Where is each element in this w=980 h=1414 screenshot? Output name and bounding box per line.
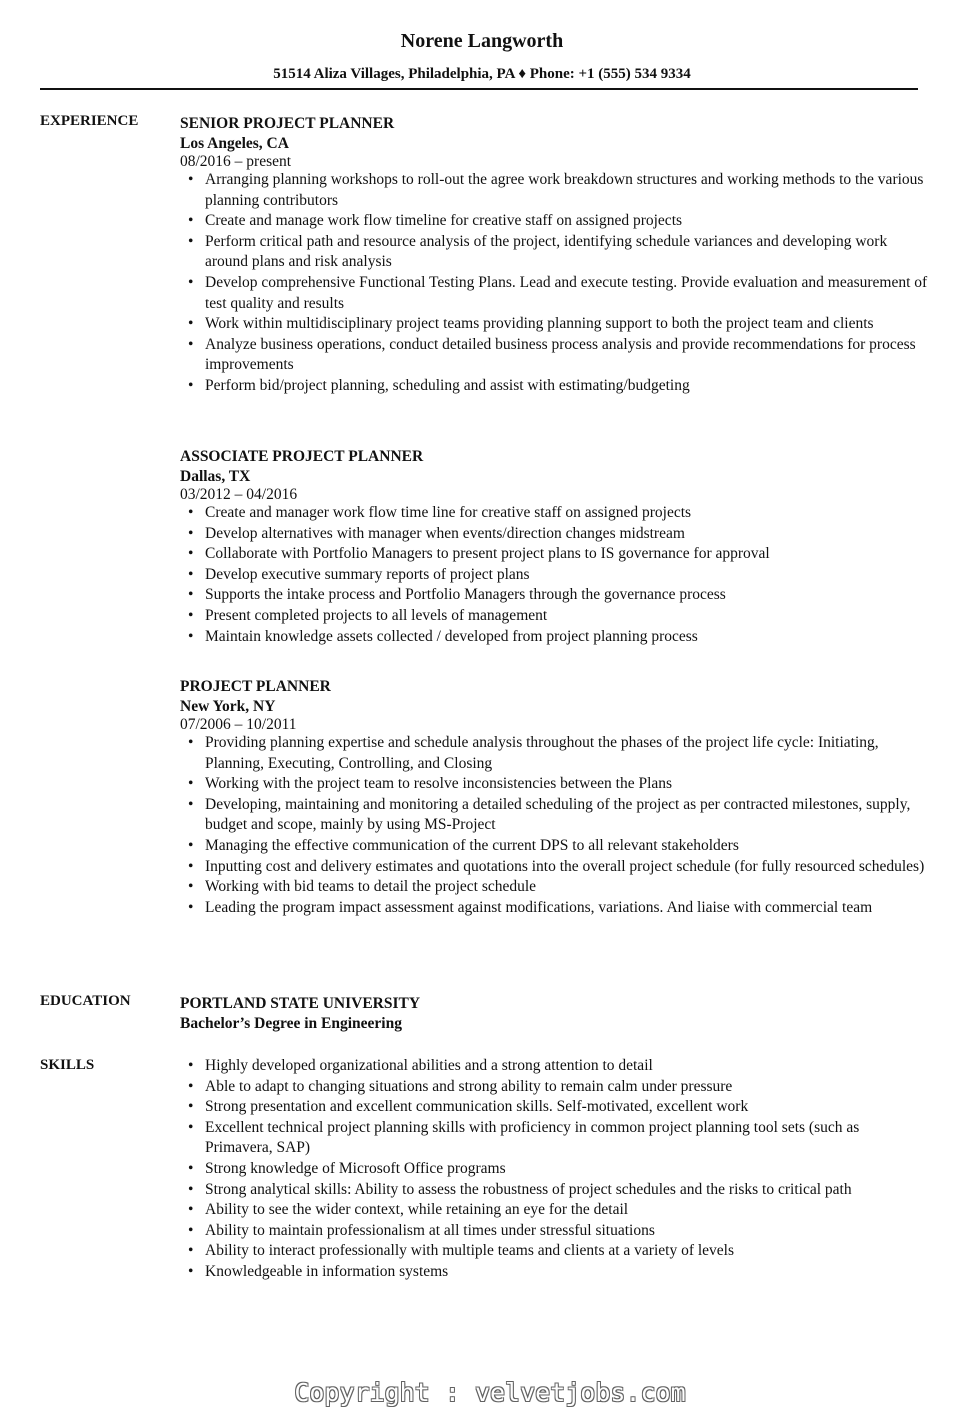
list-item: • Strong presentation and excellent communication skills. Self-motivated, excellent work <box>205 1097 928 1118</box>
list-item: • Managing the effective communication of the current DPS to all relevant stakeholders <box>205 836 928 857</box>
list-item: • Providing planning expertise and schedule analysis throughout the phases of the project life cycle: Initiating, Planning, Executing, Controlling, and Closing <box>205 733 928 774</box>
skills-list <box>180 1056 928 1283</box>
job-bullets <box>180 503 928 647</box>
list-item: • Excellent technical project planning skills with proficiency in common project planning tool sets (such as Primavera, SAP) <box>205 1118 928 1159</box>
job-location: New York, NY <box>180 698 276 715</box>
list-item: • Ability to see the wider context, while retaining an eye for the detail <box>205 1200 928 1221</box>
list-item: • Work within multidisciplinary project teams providing planning support to both the project team and clients <box>205 314 928 335</box>
job-bullets <box>180 170 928 397</box>
job-entry-planner <box>180 676 928 918</box>
list-item: • Develop alternatives with manager when events/direction changes midstream <box>205 524 928 545</box>
section-label-experience: EXPERIENCE <box>40 113 139 129</box>
list-item: • Inputting cost and delivery estimates and quotations into the overall project schedule (for fully resourced schedules) <box>205 857 928 878</box>
job-dates: 03/2012 – 04/2016 <box>180 486 298 503</box>
list-item: • Able to adapt to changing situations and strong ability to remain calm under pressure <box>205 1077 928 1098</box>
list-item: • Maintain knowledge assets collected / developed from project planning process <box>205 627 928 648</box>
header-divider <box>40 88 918 90</box>
list-item: • Analyze business operations, conduct detailed business process analysis and provide recommendations for process improvements <box>205 335 928 376</box>
job-location: Los Angeles, CA <box>180 135 289 152</box>
contact-line: 51514 Aliza Villages, Philadelphia, PA ♦ Phone: +1 (555) 534 9334 <box>273 66 691 82</box>
education-entry <box>180 993 928 1033</box>
list-item: • Knowledgeable in information systems <box>205 1262 928 1283</box>
list-item: • Highly developed organizational abilities and a strong attention to detail <box>205 1056 928 1077</box>
list-item: • Perform bid/project planning, scheduling and assist with estimating/budgeting <box>205 376 928 397</box>
list-item: • Develop comprehensive Functional Testing Plans. Lead and execute testing. Provide evaluation and measurement of test quality and results <box>205 273 928 314</box>
job-location: Dallas, TX <box>180 468 251 485</box>
list-item: • Supports the intake process and Portfolio Managers through the governance process <box>205 585 928 606</box>
job-dates: 08/2016 – present <box>180 153 292 170</box>
degree: Bachelor’s Degree in Engineering <box>180 1015 402 1032</box>
section-label-skills: SKILLS <box>40 1057 95 1073</box>
school-name: PORTLAND STATE UNIVERSITY <box>180 995 421 1012</box>
job-entry-associate <box>180 446 928 647</box>
list-item: • Present completed projects to all levels of management <box>205 606 928 627</box>
job-bullets <box>180 733 928 918</box>
list-item: • Ability to maintain professionalism at all times under stressful situations <box>205 1221 928 1242</box>
job-title: SENIOR PROJECT PLANNER <box>180 115 395 132</box>
list-item: • Collaborate with Portfolio Managers to present project plans to IS governance for approval <box>205 544 928 565</box>
list-item: • Develop executive summary reports of project plans <box>205 565 928 586</box>
job-title: PROJECT PLANNER <box>180 678 331 695</box>
list-item: • Working with bid teams to detail the project schedule <box>205 877 928 898</box>
candidate-name: Norene Langworth <box>400 30 564 52</box>
section-label-education: EDUCATION <box>40 993 131 1009</box>
job-entry-senior <box>180 113 928 397</box>
list-item: • Create and manager work flow time line for creative staff on assigned projects <box>205 503 928 524</box>
list-item: • Working with the project team to resolve inconsistencies between the Plans <box>205 774 928 795</box>
list-item: • Strong analytical skills: Ability to assess the robustness of project schedules and the risks to critical path <box>205 1180 928 1201</box>
job-title: ASSOCIATE PROJECT PLANNER <box>180 448 424 465</box>
list-item: • Create and manage work flow timeline for creative staff on assigned projects <box>205 211 928 232</box>
copyright-watermark: Copyright : velvetjobs.com <box>294 1378 686 1407</box>
list-item: • Ability to interact professionally with multiple teams and clients at a variety of levels <box>205 1241 928 1262</box>
list-item: • Strong knowledge of Microsoft Office programs <box>205 1159 928 1180</box>
list-item: • Arranging planning workshops to roll-out the agree work breakdown structures and working methods to the various planning contributors <box>205 170 928 211</box>
list-item: • Developing, maintaining and monitoring a detailed scheduling of the project as per contracted milestones, supply, budget and scope, mainly by using MS-Project <box>205 795 928 836</box>
list-item: • Perform critical path and resource analysis of the project, identifying schedule variances and developing work around plans and risk analysis <box>205 232 928 273</box>
list-item: • Leading the program impact assessment against modifications, variations. And liaise with commercial team <box>205 898 928 919</box>
skills-entry <box>180 1056 928 1283</box>
job-dates: 07/2006 – 10/2011 <box>180 716 297 733</box>
